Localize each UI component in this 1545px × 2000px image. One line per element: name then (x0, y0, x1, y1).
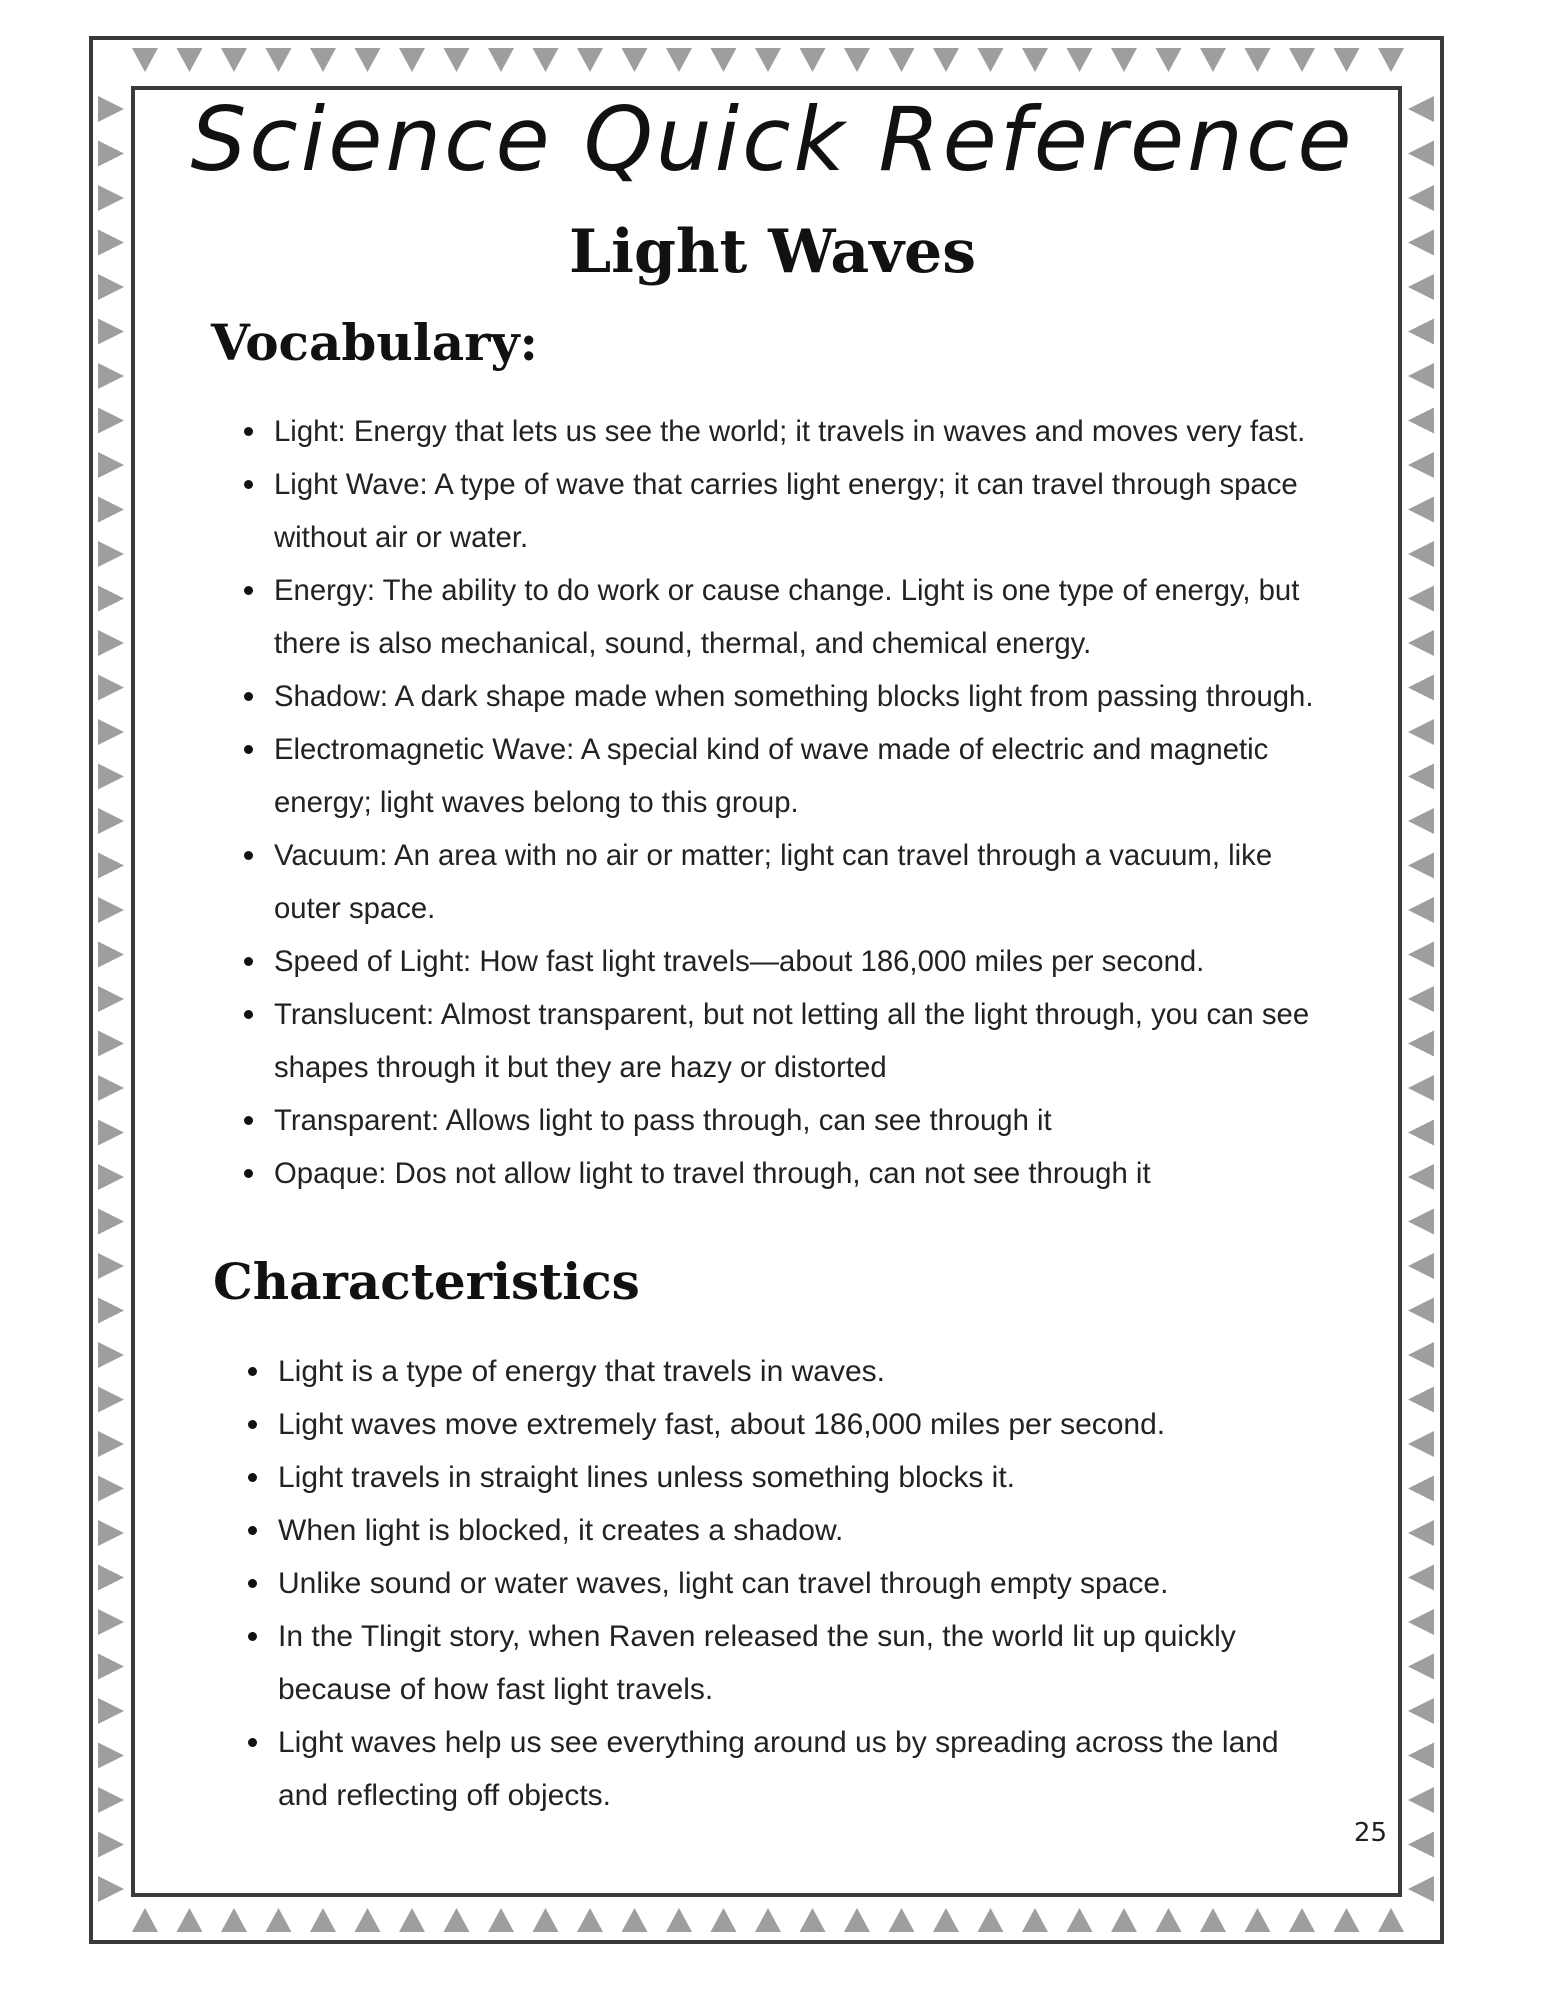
list-item (244, 1610, 1279, 1716)
triangle-icon (1408, 1120, 1434, 1146)
triangle-icon (1408, 675, 1434, 701)
list-item-text: Light travels in straight lines unless something blocks it. (278, 1461, 1016, 1494)
triangle-icon (98, 1520, 124, 1546)
triangle-icon (355, 1908, 381, 1932)
triangle-icon (355, 48, 381, 72)
triangle-icon (1408, 1654, 1434, 1680)
triangle-icon (132, 1908, 158, 1932)
triangle-icon (1408, 1743, 1434, 1769)
triangle-icon (98, 1876, 124, 1902)
list-item-text: Transparent: Allows light to pass through, can see through it (274, 1104, 1052, 1137)
list-item (240, 564, 1338, 670)
triangle-icon (1289, 48, 1315, 72)
list-item (244, 1504, 1279, 1557)
triangle-icon (1408, 185, 1434, 211)
triangle-icon (98, 319, 124, 345)
triangle-icon (1408, 1832, 1434, 1858)
vocabulary-heading: Vocabulary: (211, 313, 538, 372)
triangle-icon (98, 1743, 124, 1769)
triangle-icon (755, 48, 781, 72)
bullet-icon (244, 1116, 253, 1125)
triangle-icon (1408, 452, 1434, 478)
list-item-text: there is also mechanical, sound, thermal, and chemical energy. (274, 627, 1092, 660)
triangle-icon (98, 1654, 124, 1680)
triangle-icon (98, 897, 124, 923)
triangle-icon (1408, 497, 1434, 523)
triangle-icon (98, 541, 124, 567)
triangle-icon (1408, 319, 1434, 345)
triangle-icon (1156, 48, 1182, 72)
bullet-icon (244, 480, 253, 489)
triangle-icon (1408, 986, 1434, 1012)
bullet-icon (244, 427, 253, 436)
characteristics-heading: Characteristics (213, 1252, 640, 1311)
triangle-icon (1111, 1908, 1137, 1932)
triangle-icon (98, 408, 124, 434)
triangle-icon (1408, 1520, 1434, 1546)
triangle-icon (98, 1298, 124, 1324)
bullet-icon (244, 586, 253, 595)
triangle-icon (488, 48, 514, 72)
triangle-icon (978, 1908, 1004, 1932)
triangle-icon (1022, 48, 1048, 72)
triangle-icon (98, 986, 124, 1012)
list-item (240, 829, 1338, 935)
triangle-icon (933, 48, 959, 72)
triangle-icon (1378, 1908, 1404, 1932)
list-item-text: because of how fast light travels. (278, 1673, 714, 1706)
list-item (240, 405, 1338, 458)
list-item (240, 458, 1338, 564)
bullet-icon (248, 1632, 257, 1641)
triangle-icon (1408, 586, 1434, 612)
triangle-icon (1408, 853, 1434, 879)
triangle-icon (1408, 764, 1434, 790)
triangle-icon (1334, 48, 1360, 72)
list-item (240, 670, 1338, 723)
list-item-text: Energy: The ability to do work or cause change. Light is one type of energy, but (274, 574, 1300, 607)
triangle-icon (1408, 1698, 1434, 1724)
triangle-icon (98, 586, 124, 612)
list-item (244, 1451, 1279, 1504)
triangle-icon (978, 48, 1004, 72)
triangle-icon (98, 719, 124, 745)
list-item (244, 1398, 1279, 1451)
triangle-icon (577, 48, 603, 72)
list-item-text: Opaque: Dos not allow light to travel through, can not see through it (274, 1157, 1151, 1190)
triangle-icon (98, 1253, 124, 1279)
triangle-icon (98, 808, 124, 834)
list-item-text: without air or water. (274, 521, 529, 554)
list-item-text: Translucent: Almost transparent, but not letting all the light through, you can see (274, 998, 1310, 1031)
triangle-icon (266, 48, 292, 72)
triangle-icon (98, 1431, 124, 1457)
triangle-icon (98, 452, 124, 478)
list-item (240, 723, 1338, 829)
triangle-icon (1067, 48, 1093, 72)
triangle-icon (98, 1476, 124, 1502)
bullet-icon (244, 957, 253, 966)
triangle-icon (1408, 1431, 1434, 1457)
triangle-icon (666, 48, 692, 72)
triangle-icon (1156, 1908, 1182, 1932)
bullet-icon (244, 851, 253, 860)
triangle-icon (98, 1832, 124, 1858)
triangle-icon (889, 48, 915, 72)
triangle-icon (98, 497, 124, 523)
triangle-icon (98, 675, 124, 701)
triangle-icon (1408, 1609, 1434, 1635)
bullet-icon (244, 1010, 253, 1019)
list-item-text: energy; light waves belong to this group. (274, 786, 799, 819)
triangle-icon (1111, 48, 1137, 72)
triangle-icon (1408, 1075, 1434, 1101)
triangle-icon (1245, 48, 1271, 72)
triangle-icon (98, 1209, 124, 1235)
triangle-icon (98, 1342, 124, 1368)
list-item-text: shapes through it but they are hazy or distorted (274, 1051, 887, 1084)
triangle-icon (1408, 719, 1434, 745)
bullet-icon (248, 1473, 257, 1482)
triangle-icon (1408, 1209, 1434, 1235)
triangle-icon (533, 48, 559, 72)
triangle-icon (1408, 1476, 1434, 1502)
bullet-icon (248, 1579, 257, 1588)
triangle-icon (1408, 942, 1434, 968)
triangle-icon (1245, 1908, 1271, 1932)
triangle-icon (98, 1609, 124, 1635)
characteristics-list (244, 1345, 1279, 1822)
triangle-icon (1334, 1908, 1360, 1932)
triangle-icon (98, 1387, 124, 1413)
list-item-text: Speed of Light: How fast light travels—about 186,000 miles per second. (274, 945, 1205, 978)
triangle-icon (889, 1908, 915, 1932)
list-item-text: Light waves move extremely fast, about 186,000 miles per second. (278, 1408, 1166, 1441)
bullet-icon (244, 745, 253, 754)
triangle-icon (98, 1565, 124, 1591)
list-item-text: Light is a type of energy that travels in waves. (278, 1355, 885, 1388)
triangle-icon (444, 48, 470, 72)
triangle-icon (444, 1908, 470, 1932)
list-item-text: When light is blocked, it creates a shadow. (278, 1514, 844, 1547)
triangle-icon (98, 1698, 124, 1724)
triangle-icon (1408, 1342, 1434, 1368)
list-item-text: Shadow: A dark shape made when something blocks light from passing through. (274, 680, 1314, 713)
triangle-icon (1408, 630, 1434, 656)
triangle-icon (98, 853, 124, 879)
triangle-icon (98, 1075, 124, 1101)
vocabulary-list (240, 405, 1338, 1200)
page-title: Science Quick Reference (190, 88, 1355, 191)
triangle-icon (622, 48, 648, 72)
triangle-icon (1408, 1876, 1434, 1902)
triangle-icon (800, 1908, 826, 1932)
triangle-icon (399, 1908, 425, 1932)
list-item-text: Electromagnetic Wave: A special kind of wave made of electric and magnetic (274, 733, 1269, 766)
triangle-icon (310, 48, 336, 72)
triangle-icon (1408, 408, 1434, 434)
triangle-icon (1408, 1565, 1434, 1591)
triangle-icon (1408, 1298, 1434, 1324)
triangle-icon (844, 1908, 870, 1932)
triangle-icon (1408, 808, 1434, 834)
triangle-icon (177, 48, 203, 72)
triangle-icon (1408, 541, 1434, 567)
triangle-icon (399, 48, 425, 72)
triangle-icon (98, 185, 124, 211)
triangle-icon (1408, 897, 1434, 923)
triangle-icon (533, 1908, 559, 1932)
list-item (240, 1147, 1338, 1200)
page-number: 25 (1353, 1818, 1387, 1848)
triangle-icon (800, 48, 826, 72)
triangle-icon (1408, 1031, 1434, 1057)
bullet-icon (244, 1169, 253, 1178)
list-item-text: In the Tlingit story, when Raven released the sun, the world lit up quickly (278, 1620, 1236, 1653)
list-item-text: and reflecting off objects. (278, 1779, 611, 1812)
list-item (244, 1345, 1279, 1398)
triangle-icon (132, 48, 158, 72)
page-subtitle: Light Waves (568, 217, 977, 287)
triangle-icon (844, 48, 870, 72)
list-item-text: outer space. (274, 892, 436, 925)
triangle-icon (1408, 1387, 1434, 1413)
triangle-icon (1408, 1253, 1434, 1279)
bullet-icon (248, 1526, 257, 1535)
triangle-icon (266, 1908, 292, 1932)
list-item-text: Vacuum: An area with no air or matter; light can travel through a vacuum, like (274, 839, 1273, 872)
triangle-icon (98, 1787, 124, 1813)
triangle-icon (98, 1120, 124, 1146)
triangle-icon (221, 48, 247, 72)
triangle-icon (98, 630, 124, 656)
triangle-icon (310, 1908, 336, 1932)
list-item-text: Light: Energy that lets us see the world; it travels in waves and moves very fast. (274, 415, 1306, 448)
triangle-icon (1067, 1908, 1093, 1932)
triangle-icon (98, 942, 124, 968)
triangle-icon (1408, 1787, 1434, 1813)
triangle-icon (98, 764, 124, 790)
triangle-icon (1378, 48, 1404, 72)
bullet-icon (248, 1367, 257, 1376)
triangle-icon (755, 1908, 781, 1932)
list-item (240, 1094, 1338, 1147)
triangle-icon (933, 1908, 959, 1932)
triangle-icon (177, 1908, 203, 1932)
list-item (244, 1716, 1279, 1822)
triangle-icon (1289, 1908, 1315, 1932)
triangle-icon (577, 1908, 603, 1932)
triangle-icon (1408, 1164, 1434, 1190)
triangle-icon (98, 1164, 124, 1190)
list-item (244, 1557, 1279, 1610)
triangle-icon (622, 1908, 648, 1932)
bullet-icon (248, 1420, 257, 1429)
triangle-icon (221, 1908, 247, 1932)
bullet-icon (248, 1738, 257, 1747)
bullet-icon (244, 692, 253, 701)
triangle-icon (711, 1908, 737, 1932)
triangle-icon (1200, 1908, 1226, 1932)
triangle-icon (98, 1031, 124, 1057)
list-item-text: Unlike sound or water waves, light can travel through empty space. (278, 1567, 1169, 1600)
triangle-icon (666, 1908, 692, 1932)
triangle-icon (1200, 48, 1226, 72)
triangle-icon (488, 1908, 514, 1932)
triangle-icon (1022, 1908, 1048, 1932)
list-item (240, 988, 1338, 1094)
triangle-icon (711, 48, 737, 72)
triangle-icon (1408, 363, 1434, 389)
triangle-icon (98, 363, 124, 389)
list-item-text: Light waves help us see everything around us by spreading across the land (278, 1726, 1279, 1759)
list-item-text: Light Wave: A type of wave that carries light energy; it can travel through space (274, 468, 1298, 501)
list-item (240, 935, 1338, 988)
